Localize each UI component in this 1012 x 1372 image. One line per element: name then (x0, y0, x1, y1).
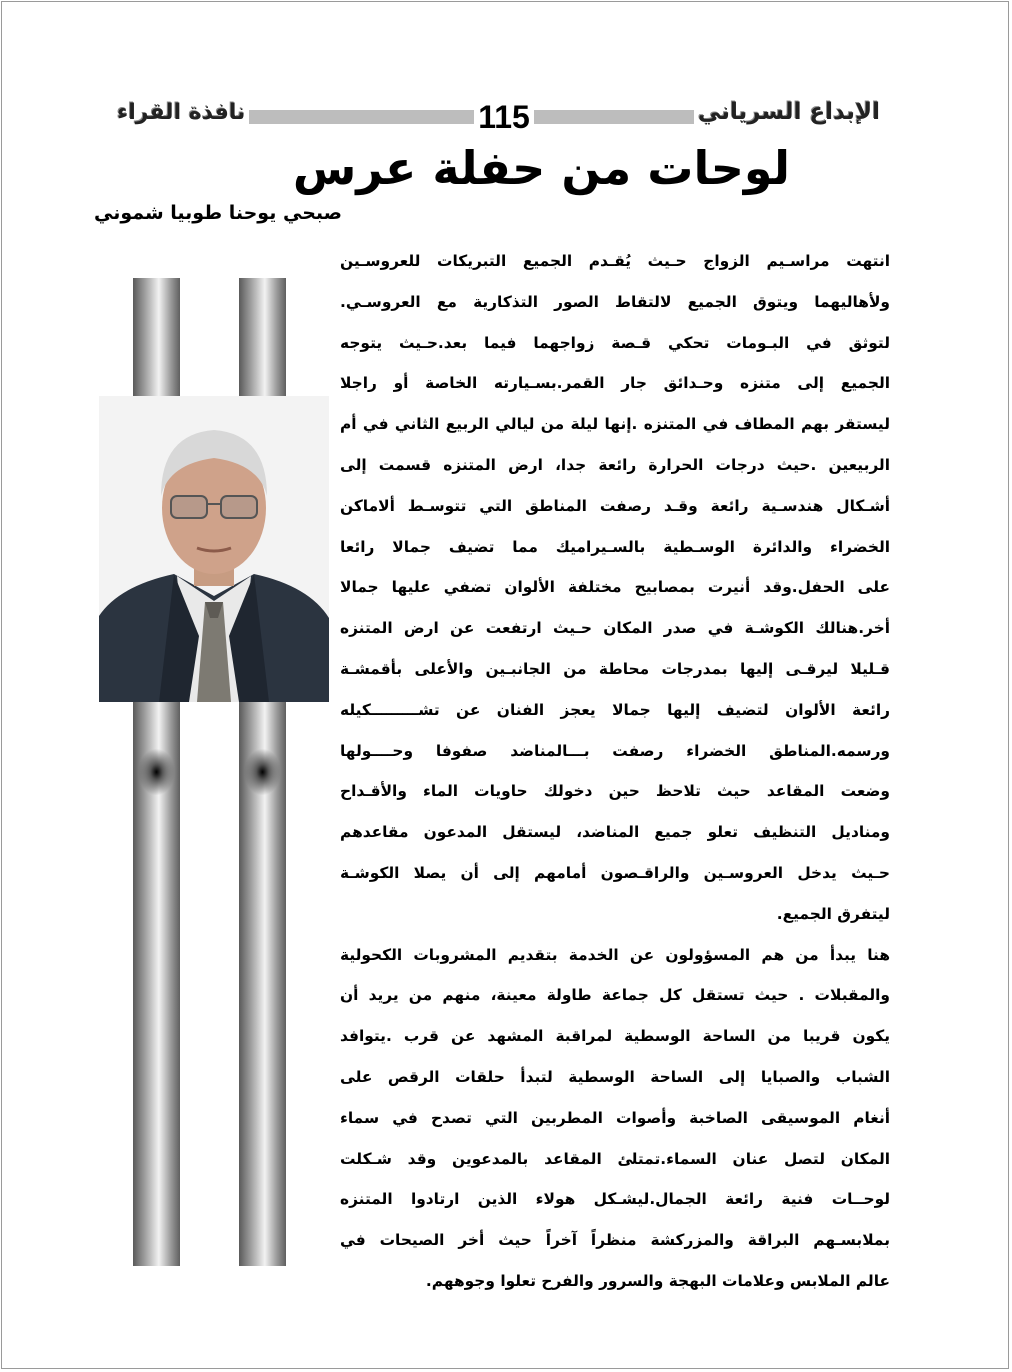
body-text-line: حـيث يدخل العروسـين والراقـصون أمامهم إلى أن يصلا الكوشـة (340, 863, 890, 882)
body-text-line: لتوثق في البـومات تحكي قـصة زواجهما فيما بعد.حـيث يتوجه (340, 333, 890, 352)
body-text-line: وضعت المقاعد حيث تلاحظ حين دخولك حاويات الماء والأقـداح (340, 782, 890, 801)
body-text-line: الربيعين .حيث درجات الحرارة رائعة جدا، ارض المتنزه قسمت إلى (340, 455, 890, 474)
stripe-knot-right (239, 742, 286, 802)
body-text-line: أشـكال هندسـية رائعة وقـد رصفت المناطق التي تتوسـط ألاماكن (340, 496, 890, 515)
article-title: لوحات من حفلة عرس (292, 141, 790, 195)
body-text-line: رائعة الألوان لتضيف إليها جمالا يعجز الفنان عن تشـــــــــكيله (340, 700, 890, 719)
body-text-line: قـليلا ليرقـى إليها بمدرجات محاطة من الجانبـين والأعلى بأقمشـة (340, 659, 890, 678)
body-text-line: والمقبلات . حيث تستقل كل جماعة طاولة معينة، منهم من يريد أن (340, 986, 890, 1005)
body-text-line: الشباب والصبايا إلى الساحة الوسطية لتبدأ حلقات الرقص على (340, 1067, 890, 1086)
body-text-line: الجميع إلى متنزه وحـدائق جار القمر.بسـيارته الخاصة أو راجلا (340, 374, 890, 393)
body-text-line: هنا يبدأ من هم المسؤولون عن الخدمة بتقديم المشروبات الكحولية (340, 945, 890, 964)
magazine-name: الإبداع السرياني (694, 94, 884, 130)
body-text-line: لوحــات فنية رائعة الجمال.ليشـكل هولاء الذين ارتادوا المتنزه (340, 1190, 890, 1209)
body-text-line: ومناديل التنظيف تعلو جميع المناضد، ليستقل المدعون مقاعدهم (340, 823, 890, 842)
body-text-line: المكان لتصل عنان السماء.تمتلئ المقاعد بالمدعوين وقد شـكلت (340, 1149, 890, 1168)
section-name: نافذة القراء (113, 96, 249, 130)
body-text-line: يكون قريبا من الساحة الوسطية لمراقبة المشهد عن قرب .يتوافد (340, 1027, 890, 1046)
stripe-knot-left (133, 742, 180, 802)
article-body (340, 241, 890, 1302)
author-name: صبحي يوحنا طوبيا شموني (93, 202, 342, 224)
body-text-line: ولأهاليهما ويتوق الجميع لالتقاط الصور التذكارية مع العروسـي. (340, 292, 890, 311)
body-text-line: ليتفرق الجميع. (776, 904, 890, 923)
body-text-line: أخر.هنالك الكوشـة في صدر المكان حـيث ارتفعت عن ارض المتنزه (340, 619, 890, 638)
body-text-line: أنغام الموسيقى الصاخبة وأصوات المطربين التي تصدح في سماء (340, 1108, 890, 1127)
paragraph-1 (340, 241, 890, 935)
body-text-line: عالم الملابس وعلامات البهجة والسرور والفرح تعلوا وجوههم. (425, 1271, 890, 1290)
author-portrait (99, 396, 329, 702)
body-text-line: ورسمه.المناطق الخضراء رصفت بـــالمناضد صفوفا وحــــولها (340, 741, 890, 760)
body-text-line: على الحفل.وقد أنيرت بمصابيح مختلفة الألوان تضفي عليها جمالا (340, 578, 890, 597)
portrait-illustration (99, 396, 329, 702)
body-text-line: بملابسـهم البراقة والمزركشة منظراً آخراً حيث أخر الصيحات في (340, 1231, 890, 1250)
body-text-line: انتهت مراسـيم الزواج حـيث يُقـدم الجميع التبريكات للعروسـين (340, 252, 890, 270)
body-text-line: الخضراء والدائرة الوسـطية بالسـيراميك مما تضيف جمالا رائعا (340, 537, 890, 556)
body-text-line: ليستقر بهم المطاف في المتنزه .إنها ليلة من ليالي الربيع الثاني في أم (340, 415, 890, 434)
page-number: 115 (474, 98, 534, 136)
paragraph-2 (340, 935, 890, 1302)
